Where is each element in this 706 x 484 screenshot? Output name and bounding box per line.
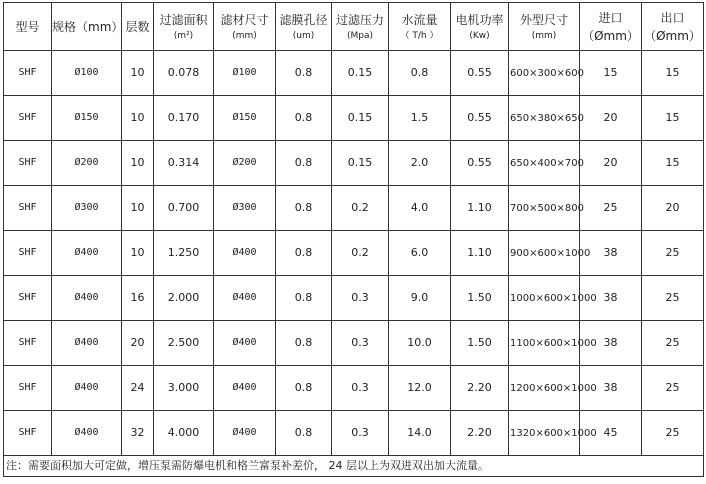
cell-pore: 0.8: [276, 141, 332, 186]
header-model-label: 型号: [15, 19, 40, 34]
header-spec: [52, 3, 122, 51]
header-media-size-unit: (mm): [232, 30, 257, 41]
cell-power: 2.20: [451, 366, 509, 411]
cell-power: 2.20: [451, 411, 509, 456]
header-pressure: [332, 3, 389, 51]
cell-pressure: 0.15: [332, 141, 389, 186]
cell-flow: 12.0: [389, 366, 451, 411]
header-motor-power-label: 电机功率: [455, 12, 504, 27]
cell-spec: Ø150: [52, 96, 122, 141]
cell-pressure: 0.3: [332, 276, 389, 321]
cell-model: SHF: [4, 276, 52, 321]
cell-layers: 10: [122, 186, 154, 231]
header-flow: [389, 3, 451, 51]
cell-outlet: 25: [642, 411, 704, 456]
cell-pressure: 0.2: [332, 186, 389, 231]
cell-pore: 0.8: [276, 96, 332, 141]
header-media-size-label: 滤材尺寸: [220, 12, 269, 27]
header-flow-unit: （ T/h ）: [400, 30, 439, 41]
cell-media: Ø400: [214, 411, 276, 456]
cell-spec: Ø400: [52, 321, 122, 366]
cell-inlet: 38: [580, 366, 642, 411]
cell-pore: 0.8: [276, 186, 332, 231]
cell-flow: 10.0: [389, 321, 451, 366]
cell-spec: Ø300: [52, 186, 122, 231]
cell-outlet: 15: [642, 141, 704, 186]
cell-flow: 14.0: [389, 411, 451, 456]
header-motor-power: [451, 3, 509, 51]
cell-layers: 24: [122, 366, 154, 411]
cell-power: 1.50: [451, 276, 509, 321]
cell-inlet: 20: [580, 141, 642, 186]
cell-inlet: 45: [580, 411, 642, 456]
cell-dims: 650×380×650: [509, 96, 580, 141]
cell-area: 0.170: [154, 96, 214, 141]
cell-spec: Ø400: [52, 276, 122, 321]
cell-model: SHF: [4, 141, 52, 186]
cell-layers: 16: [122, 276, 154, 321]
header-pore-size: [276, 3, 332, 51]
header-model: [4, 3, 52, 51]
header-outlet-label: 出口（Ømm）: [644, 10, 701, 43]
cell-pore: 0.8: [276, 276, 332, 321]
cell-area: 0.314: [154, 141, 214, 186]
header-row: [4, 3, 704, 51]
cell-inlet: 25: [580, 186, 642, 231]
cell-media: Ø400: [214, 231, 276, 276]
cell-pore: 0.8: [276, 51, 332, 96]
cell-model: SHF: [4, 186, 52, 231]
cell-pore: 0.8: [276, 231, 332, 276]
cell-pore: 0.8: [276, 321, 332, 366]
cell-model: SHF: [4, 366, 52, 411]
cell-power: 0.55: [451, 96, 509, 141]
table-row: [4, 51, 704, 96]
cell-pressure: 0.2: [332, 231, 389, 276]
cell-inlet: 20: [580, 96, 642, 141]
header-dimensions: [509, 3, 580, 51]
table-note: 注：需要面积加大可定做，增压泵需防爆电机和格兰富泵补差价， 24 层以上为双进双出加大流量。: [4, 456, 704, 477]
cell-spec: Ø400: [52, 366, 122, 411]
cell-area: 0.700: [154, 186, 214, 231]
cell-inlet: 15: [580, 51, 642, 96]
table-row: [4, 96, 704, 141]
cell-area: 3.000: [154, 366, 214, 411]
header-outlet: [642, 3, 704, 51]
cell-outlet: 25: [642, 366, 704, 411]
header-inlet: [580, 3, 642, 51]
cell-model: SHF: [4, 321, 52, 366]
cell-outlet: 20: [642, 186, 704, 231]
cell-model: SHF: [4, 231, 52, 276]
cell-layers: 20: [122, 321, 154, 366]
table-row: [4, 321, 704, 366]
cell-spec: Ø200: [52, 141, 122, 186]
cell-inlet: 38: [580, 321, 642, 366]
header-motor-power-unit: (Kw): [469, 30, 490, 41]
cell-layers: 10: [122, 141, 154, 186]
header-dimensions-label: 外型尺寸: [519, 12, 568, 27]
cell-dims: 1200×600×1000: [509, 366, 580, 411]
cell-pressure: 0.15: [332, 96, 389, 141]
cell-area: 0.078: [154, 51, 214, 96]
cell-outlet: 15: [642, 96, 704, 141]
header-pore-size-label: 滤膜孔径: [279, 12, 328, 27]
cell-flow: 1.5: [389, 96, 451, 141]
cell-media: Ø150: [214, 96, 276, 141]
table-row: [4, 366, 704, 411]
cell-dims: 700×500×800: [509, 186, 580, 231]
header-flow-label: 水流量: [401, 12, 438, 27]
cell-media: Ø400: [214, 321, 276, 366]
cell-power: 1.10: [451, 186, 509, 231]
table-row: [4, 411, 704, 456]
cell-inlet: 38: [580, 276, 642, 321]
cell-media: Ø400: [214, 366, 276, 411]
cell-pore: 0.8: [276, 411, 332, 456]
cell-area: 2.000: [154, 276, 214, 321]
table-row: [4, 276, 704, 321]
cell-media: Ø400: [214, 276, 276, 321]
cell-layers: 10: [122, 51, 154, 96]
cell-pressure: 0.3: [332, 411, 389, 456]
cell-pressure: 0.3: [332, 321, 389, 366]
cell-outlet: 25: [642, 231, 704, 276]
cell-flow: 6.0: [389, 231, 451, 276]
cell-dims: 900×600×1000: [509, 231, 580, 276]
cell-power: 1.10: [451, 231, 509, 276]
cell-dims: 650×400×700: [509, 141, 580, 186]
cell-layers: 10: [122, 231, 154, 276]
cell-flow: 0.8: [389, 51, 451, 96]
header-area-unit: (m²): [173, 30, 194, 41]
cell-area: 4.000: [154, 411, 214, 456]
cell-area: 1.250: [154, 231, 214, 276]
spec-table: [3, 2, 704, 477]
header-spec-label: 规格（mm）: [52, 19, 124, 34]
cell-spec: Ø400: [52, 231, 122, 276]
header-pore-size-unit: (um): [292, 30, 315, 41]
cell-outlet: 25: [642, 276, 704, 321]
cell-dims: 600×300×600: [509, 51, 580, 96]
note-row: [4, 456, 704, 477]
table-body: [4, 3, 704, 477]
cell-media: Ø300: [214, 186, 276, 231]
cell-power: 1.50: [451, 321, 509, 366]
cell-power: 0.55: [451, 51, 509, 96]
table-row: [4, 141, 704, 186]
cell-flow: 2.0: [389, 141, 451, 186]
cell-pressure: 0.15: [332, 51, 389, 96]
cell-pressure: 0.3: [332, 366, 389, 411]
cell-outlet: 15: [642, 51, 704, 96]
cell-media: Ø200: [214, 141, 276, 186]
cell-spec: Ø400: [52, 411, 122, 456]
cell-outlet: 25: [642, 321, 704, 366]
header-layers-label: 层数: [125, 19, 150, 34]
cell-model: SHF: [4, 96, 52, 141]
cell-pore: 0.8: [276, 366, 332, 411]
header-area-label: 过滤面积: [159, 12, 208, 27]
cell-dims: 1000×600×1000: [509, 276, 580, 321]
header-layers: [122, 3, 154, 51]
header-media-size: [214, 3, 276, 51]
cell-spec: Ø100: [52, 51, 122, 96]
cell-power: 0.55: [451, 141, 509, 186]
cell-inlet: 38: [580, 231, 642, 276]
cell-layers: 10: [122, 96, 154, 141]
cell-flow: 4.0: [389, 186, 451, 231]
table-row: [4, 186, 704, 231]
cell-model: SHF: [4, 51, 52, 96]
cell-layers: 32: [122, 411, 154, 456]
cell-media: Ø100: [214, 51, 276, 96]
header-pressure-label: 过滤压力: [335, 12, 384, 27]
header-pressure-unit: (Mpa): [346, 30, 373, 41]
header-inlet-label: 进口（Ømm）: [582, 10, 639, 43]
cell-dims: 1320×600×1000: [509, 411, 580, 456]
cell-area: 2.500: [154, 321, 214, 366]
header-dimensions-unit: (mm): [531, 30, 557, 41]
cell-model: SHF: [4, 411, 52, 456]
table-row: [4, 231, 704, 276]
cell-dims: 1100×600×1000: [509, 321, 580, 366]
header-area: [154, 3, 214, 51]
cell-flow: 9.0: [389, 276, 451, 321]
